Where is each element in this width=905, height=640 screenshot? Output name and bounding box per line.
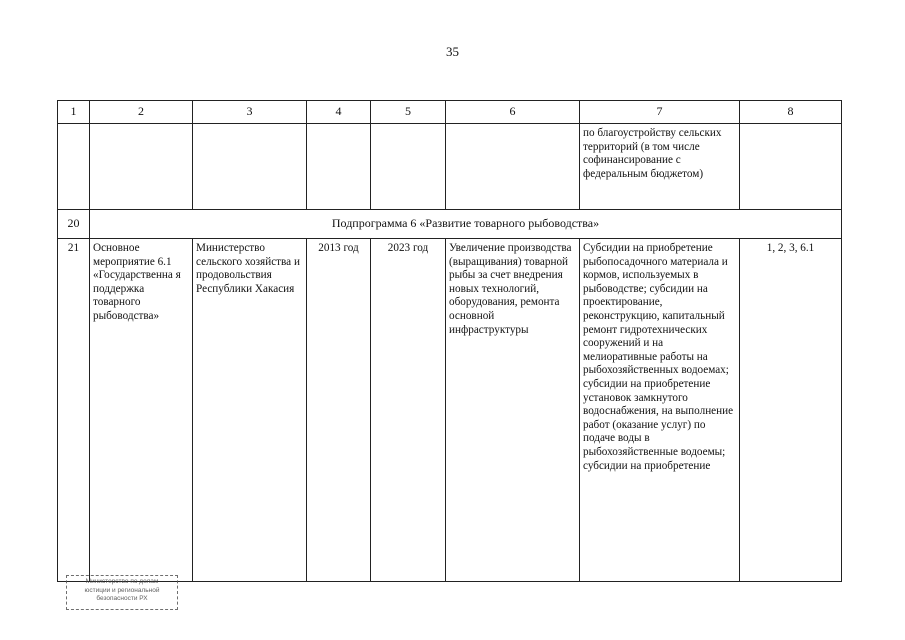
header-row [58, 101, 842, 124]
subprogram-title: Подпрограмма 6 «Развитие товарного рыбоводства» [90, 210, 842, 239]
table-cell [307, 124, 371, 210]
header-cell: 6 [446, 101, 580, 124]
row-number: 21 [58, 239, 90, 582]
program-table [57, 100, 842, 582]
table-cell [446, 124, 580, 210]
table-cell [193, 124, 307, 210]
indicators-cell: 1, 2, 3, 6.1 [740, 239, 842, 582]
header-cell: 3 [193, 101, 307, 124]
page-number: 35 [446, 44, 459, 59]
continuation-row [58, 124, 842, 210]
stamp-line: безопасности РХ [96, 595, 148, 602]
header-cell: 5 [371, 101, 446, 124]
table-cell [90, 124, 193, 210]
table-cell [740, 124, 842, 210]
stamp-line: Министерство по делам [85, 578, 159, 585]
registration-stamp [66, 575, 178, 610]
result-cell: Увеличение производства (выращивания) товарной рыбы за счет внедрения новых технологий, оборудования, ремонта основной инфраструктуры [446, 239, 580, 582]
table-cell [58, 124, 90, 210]
header-cell: 2 [90, 101, 193, 124]
header-cell: 1 [58, 101, 90, 124]
executor-cell: Министерство сельского хозяйства и продовольствия Республики Хакасия [193, 239, 307, 582]
start-year-cell: 2013 год [307, 239, 371, 582]
table-row [58, 239, 842, 582]
header-cell: 4 [307, 101, 371, 124]
subprogram-number: 20 [58, 210, 90, 239]
header-cell: 8 [740, 101, 842, 124]
subprogram-row [58, 210, 842, 239]
continuation-activities-cell: по благоустройству сельских территорий (в том числе софинансирование с федеральным бюджетом) [580, 124, 740, 210]
end-year-cell: 2023 год [371, 239, 446, 582]
stamp-line: юстиции и региональной [84, 586, 160, 594]
activities-cell: Субсидии на приобретение рыбопосадочного материала и кормов, используемых в рыбоводстве; субсидии на проектирование, реконструкцию, капитальный ремонт гидротехнических сооружений и на мелиоративные работы на рыбохозяйственных водоемах; субсидии на приобретение установок замкнутого водоснабжения, на выполнение работ (оказание услуг) по подаче воды в рыбохозяйственные водоемы; субсидии на приобретение [580, 239, 740, 582]
table-cell [371, 124, 446, 210]
measure-cell: Основное мероприятие 6.1 «Государственна я поддержка товарного рыбоводства» [90, 239, 193, 582]
header-cell: 7 [580, 101, 740, 124]
